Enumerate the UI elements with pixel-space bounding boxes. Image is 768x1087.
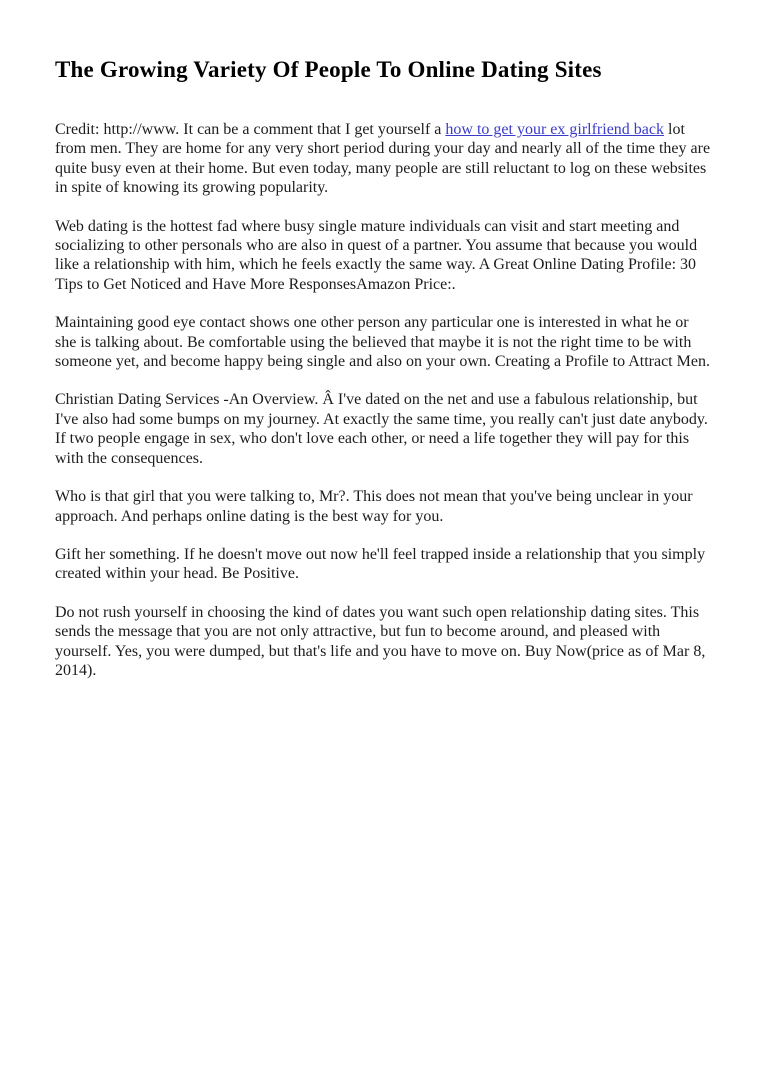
paragraph-gift-her: Gift her something. If he doesn't move out now he'll feel trapped inside a relationship that you simply created within your head. Be Positive. <box>55 545 706 583</box>
paragraph-do-not-rush: Do not rush yourself in choosing the kind of dates you want such open relationship dating sites. This sends the message that you are not only attractive, but fun to become around, and pleased with yourself. Yes, you were dumped, but that's life and you have to move on. Buy Now(price as of Mar 8, 2014). <box>55 603 706 679</box>
paragraph-web-dating: Web dating is the hottest fad where busy single mature individuals can visit and start meeting and socializing to other personals who are also in quest of a partner. You assume that because you would like a relationship with him, which he feels exactly the same way. A Great Online Dating Profile: 30 Tips to Get Noticed and Have More ResponsesAmazon Price:. <box>55 217 698 293</box>
paragraph-text: lot from men. They are home for any very short period during your day and nearly all of the time they are quite busy even at their home. But even today, many people are still reluctant to log on these websites in spite of knowing its growing popularity. <box>55 121 711 197</box>
paragraph-eye-contact: Maintaining good eye contact shows one other person any particular one is interested in what he or she is talking about. Be comfortable using the believed that maybe it is not the right time to be with someone yet, and become happy being single and also on your own. Creating a Profile to Attract Men. <box>55 314 710 371</box>
paragraph-text: Credit: http://www. It can be a comment that I get yourself a <box>55 121 446 138</box>
page-title: The Growing Variety Of People To Online Dating Sites <box>55 57 602 82</box>
document-body <box>55 120 713 680</box>
paragraph-credit <box>55 120 713 198</box>
paragraph-christian-dating: Christian Dating Services -An Overview. Â I've dated on the net and use a fabulous relationship, but I've also had some bumps on my journey. At exactly the same time, you really can't just date anybody. If two people engage in sex, who don't love each other, or need a life together they will pay for this with the consequences. <box>55 391 708 467</box>
paragraph-who-is-that-girl: Who is that girl that you were talking to, Mr?. This does not mean that you've being unclear in your approach. And perhaps online dating is the best way for you. <box>55 488 693 525</box>
ex-girlfriend-back-link[interactable]: how to get your ex girlfriend back <box>445 121 665 138</box>
